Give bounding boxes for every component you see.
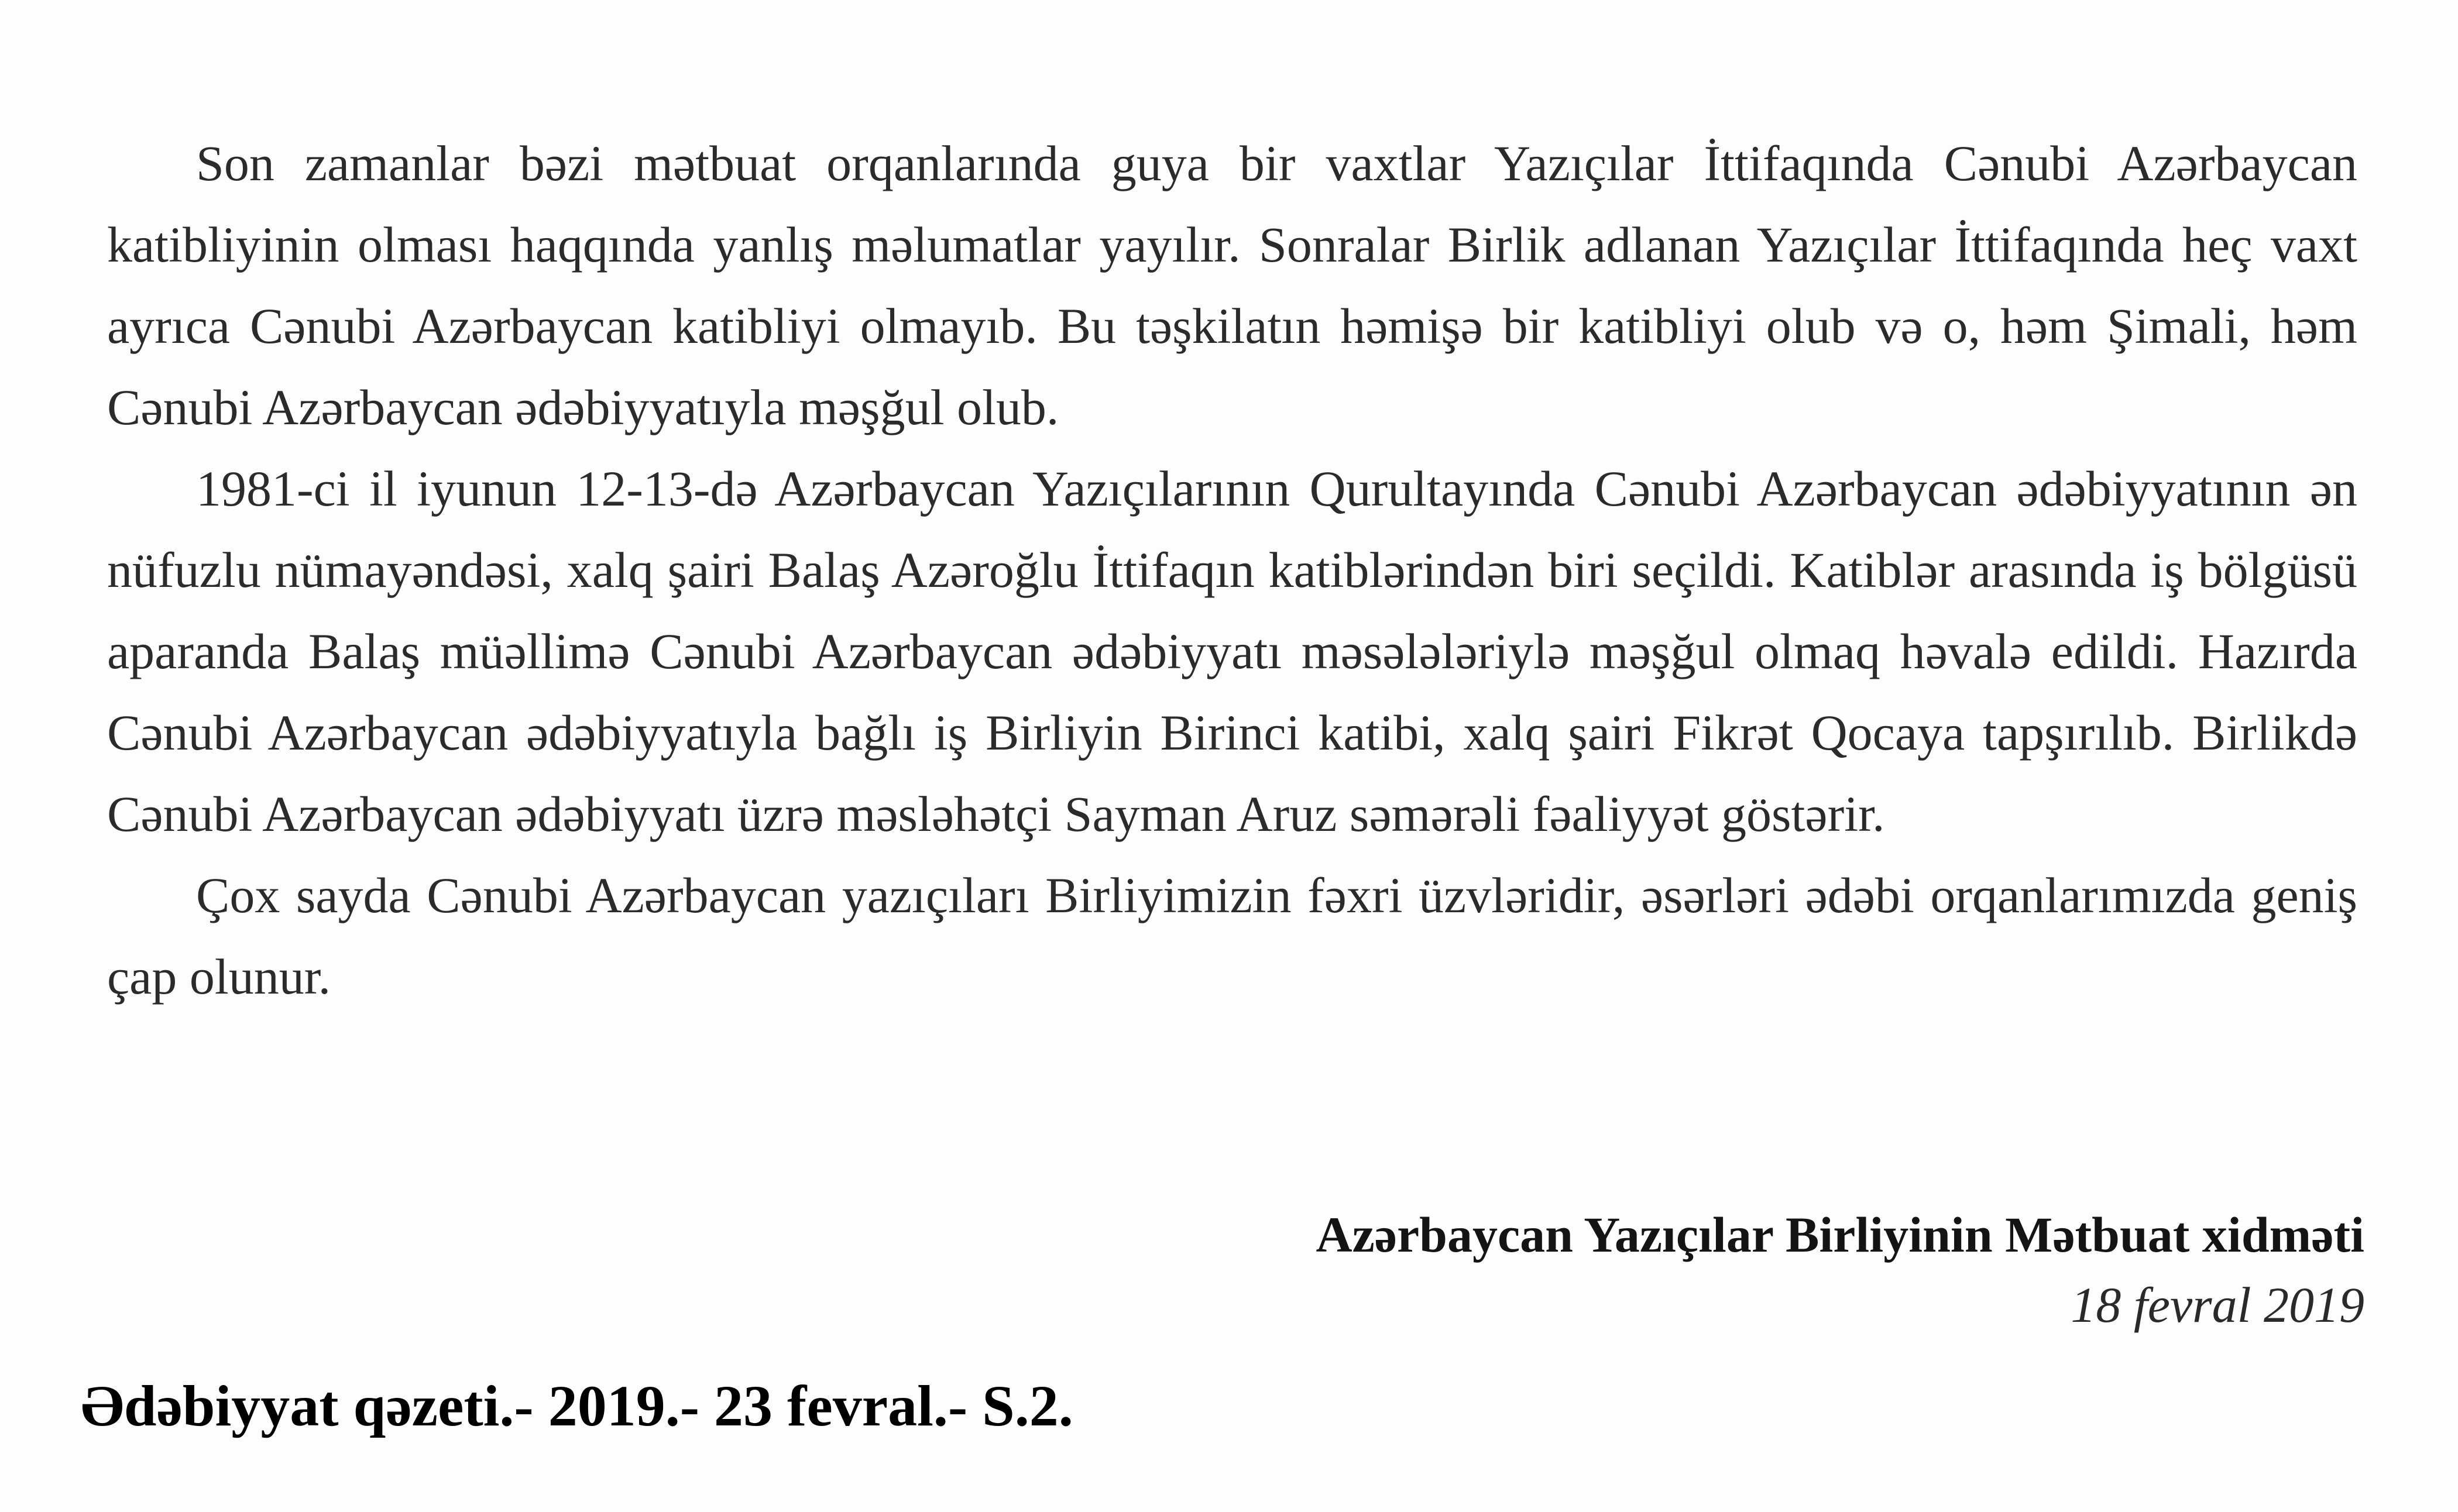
article-paragraph-3: Çox sayda Cənubi Azərbaycan yazıçıları Birliyimizin fəxri üzvləridir, əsərləri ədəbi orqanlarımızda geniş çap olunur. xyxy=(107,867,2357,1005)
article-paragraph-2: 1981-ci il iyunun 12-13-də Azərbaycan Yazıçılarının Qurultayında Cənubi Azərbaycan ədəbiyyatının ən nüfuzlu nümayəndəsi, xalq şairi Balaş Azəroğlu İttifaqın katiblərindən biri seçildi. Katiblər arasında iş bölgüsü aparanda Balaş müəllimə Cənubi Azərbaycan ədəbiyyatı məsələləriylə məşğul olmaq həvalə edildi. Hazırda Cənubi Azərbaycan ədəbiyyatıyla bağlı iş Birliyin Birinci katibi, xalq şairi Fikrət Qocaya tapşırılıb. Birlikdə Cənubi Azərbaycan ədəbiyyatı üzrə məsləhətçi Sayman Aruz səmərəli fəaliyyət göstərir. xyxy=(107,461,2357,842)
article-body xyxy=(107,123,2357,1018)
source-citation: Ədəbiyyat qəzeti.- 2019.- 23 fevral.- S.2. xyxy=(81,1373,1073,1438)
signature-organization: Azərbaycan Yazıçılar Birliyinin Mətbuat xidməti xyxy=(1316,1207,2364,1263)
signature-date: 18 fevral 2019 xyxy=(2071,1277,2364,1333)
signature-block xyxy=(1316,1200,2364,1340)
article-paragraph-1: Son zamanlar bəzi mətbuat orqanlarında guya bir vaxtlar Yazıçılar İttifaqında Cənubi Azərbaycan katibliyinin olması haqqında yanlış məlumatlar yayılır. Sonralar Birlik adlanan Yazıçılar İttifaqında heç vaxt ayrıca Cənubi Azərbaycan katibliyi olmayıb. Bu təşkilatın həmişə bir katibliyi olub və o, həm Şimali, həm Cənubi Azərbaycan ədəbiyyatıyla məşğul olub. xyxy=(107,135,2357,435)
